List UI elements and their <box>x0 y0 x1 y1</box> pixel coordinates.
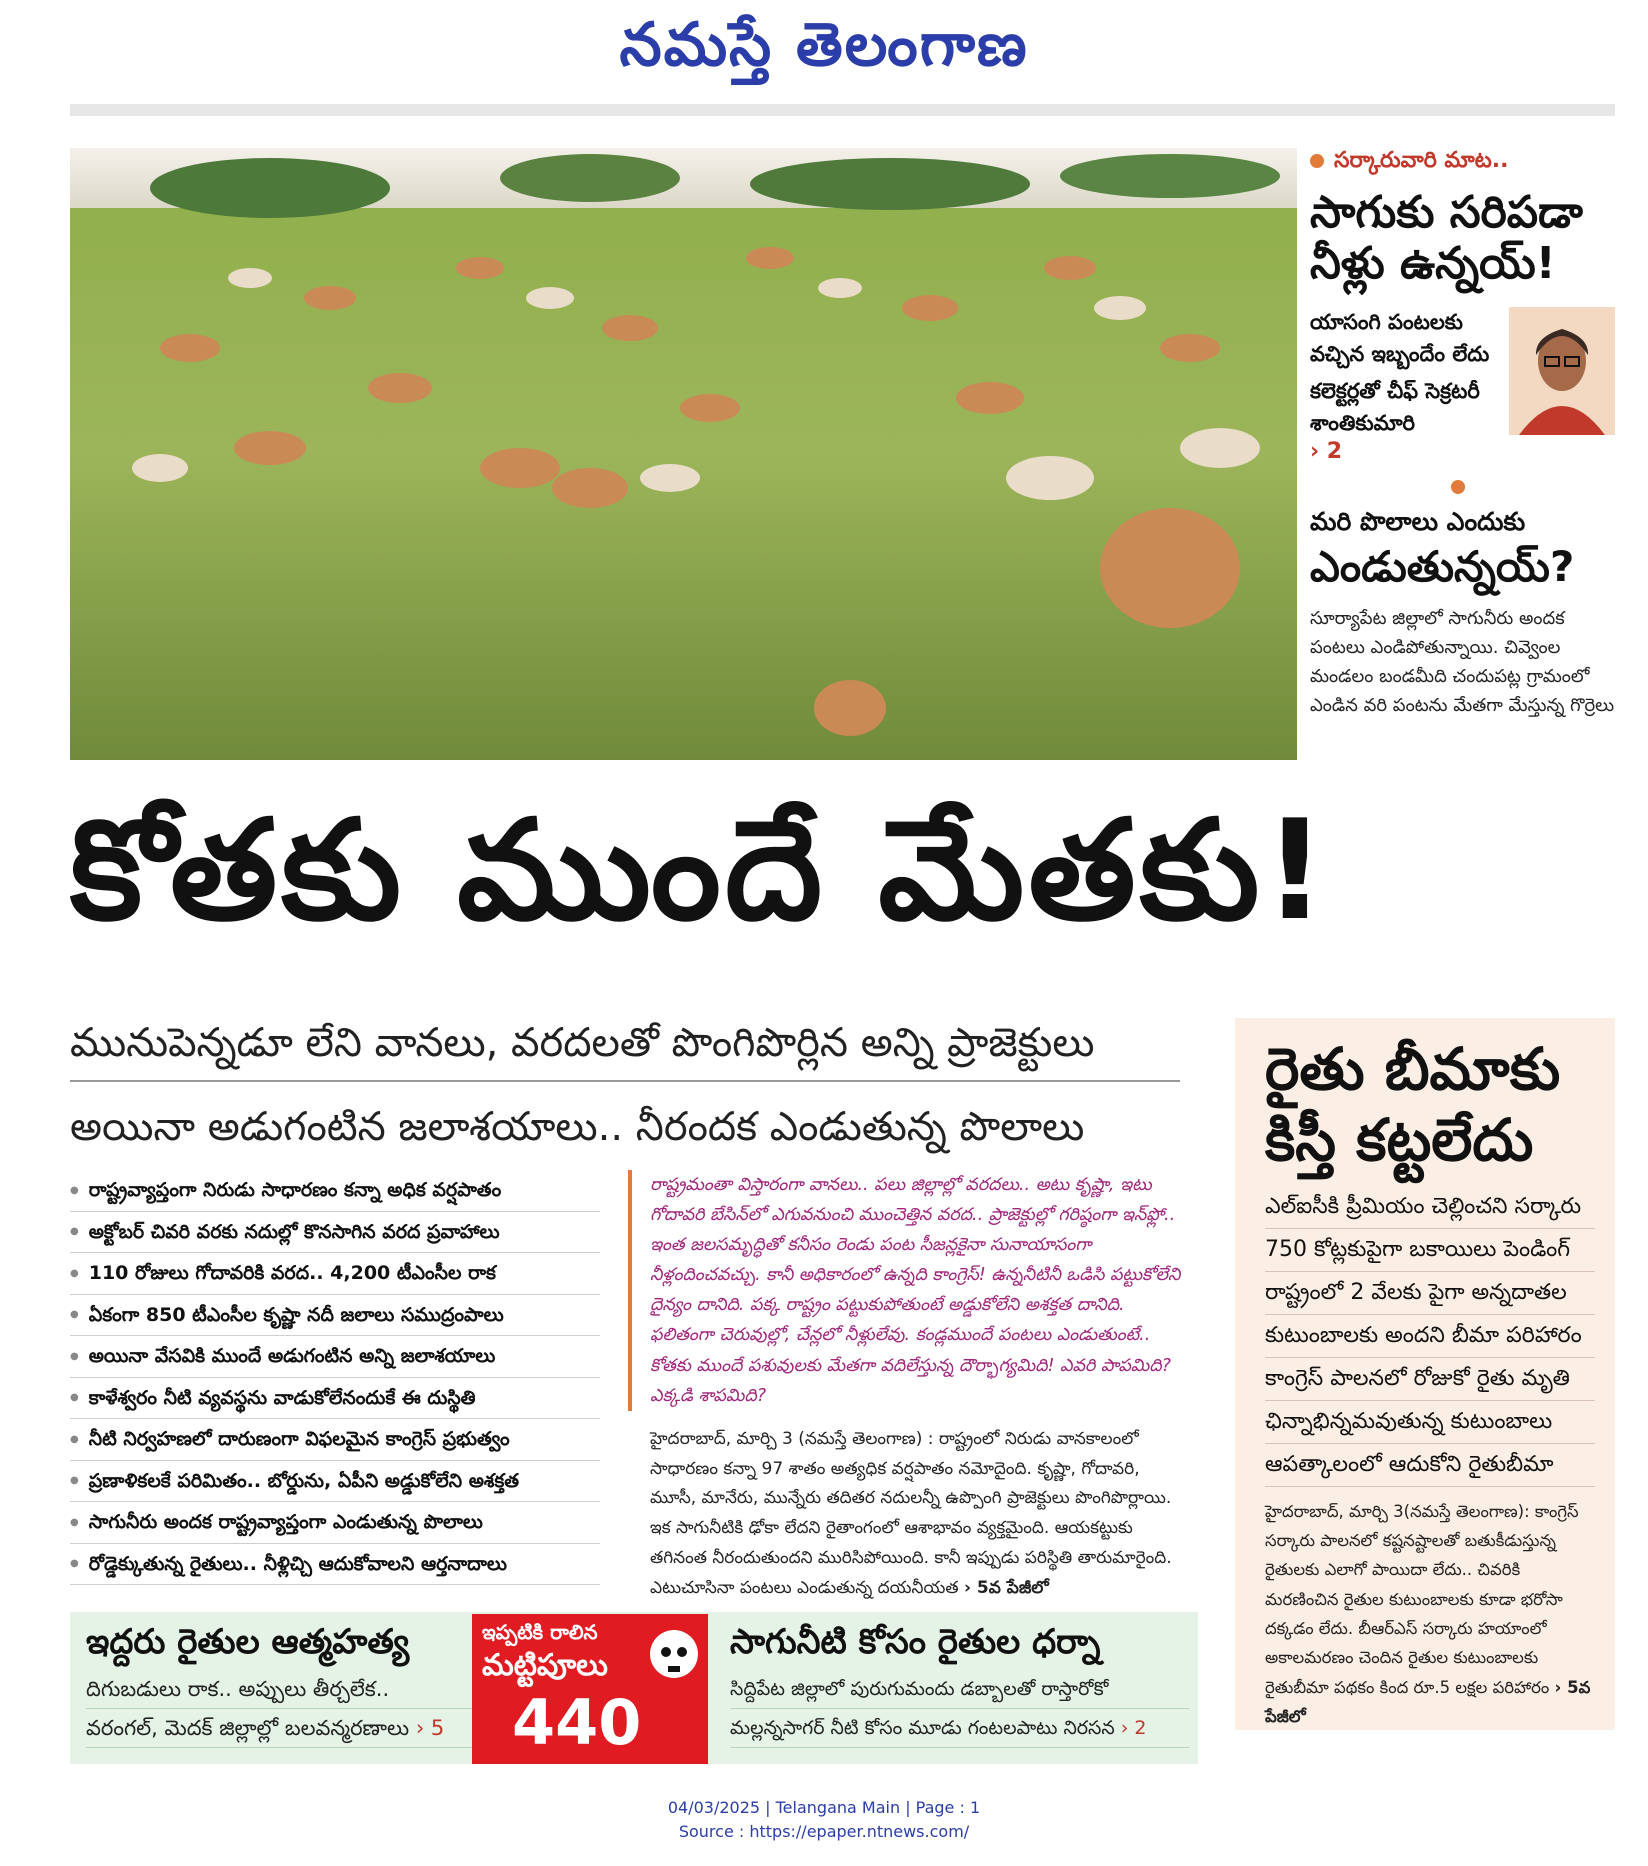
sidebar-sub-block <box>1310 307 1615 464</box>
strip-right-ref-number: 2 <box>1134 1717 1147 1739</box>
box-line: కుటుంబాలకు అందని బీమా పరిహారం <box>1265 1315 1595 1358</box>
box-continued-ref-text: 5వ పేజీలో <box>1265 1677 1591 1727</box>
deck-rule <box>70 1080 1180 1082</box>
strip-left-story <box>86 1622 476 1748</box>
strip-left-ref-number: 5 <box>430 1716 445 1740</box>
sidebar-kicker <box>1310 148 1615 178</box>
bullet-item: ● సాగునీరు అందక రాష్ట్రవ్యాప్తంగా ఎండుతున్న పొలాలు <box>70 1502 600 1544</box>
bullet-item: ● 110 రోజులు గోదావరికి వరద.. 4,200 టీఎంసీల రాక <box>70 1253 600 1295</box>
bullet-list <box>70 1170 600 1585</box>
continued-ref[interactable]: › 5వ పేజీలో <box>963 1577 1049 1598</box>
section-divider <box>1310 476 1615 495</box>
strip-left-line-2 <box>86 1709 476 1748</box>
strip-right-line-2-text: మల్లన్నసాగర్ నీటి కోసం మూడు గంటలపాటు నిరసన <box>730 1717 1115 1739</box>
strip-right-ref[interactable]: › 2 <box>1120 1717 1147 1739</box>
counter-label-1: ఇప్పటికి రాలిన <box>482 1620 598 1644</box>
rythu-bima-box <box>1235 1018 1615 1730</box>
article-body-text: హైదరాబాద్, మార్చి 3 (నమస్తే తెలంగాణ) : రాష్ట్రంలో నిరుడు వానకాలంలో సాధారణం కన్నా 97 శాతం అత్యధిక వర్షపాతం నమోదైంది. కృష్ణా, గోదావరి, మూసీ, మానేరు, మున్నేరు తదితర నదులన్నీ ఉప్పొంగి ప్రాజెక్టులు పొంగిపొర్లాయి. ఇక సాగునీటికి ఢోకా లేదని రైతాంగంలో ఆశాభావం వ్యక్తమైంది. ఆయకట్టుకు తగినంత నీరందుతుందని మురిసిపోయింది. కానీ ఇప్పుడు పరిస్థితి తారుమారైంది. ఎటుచూసినా పంటలు ఎండుతున్న దయనీయత <box>650 1428 1172 1598</box>
portrait-photo <box>1509 307 1615 435</box>
strip-right-story <box>730 1622 1190 1748</box>
sidebar-sub-2: కలెక్టర్లతో చీఫ్ సెక్రటరీ శాంతికుమారి <box>1310 379 1480 435</box>
sidebar-page-number: 2 <box>1326 439 1343 465</box>
bullet-item: ● నీటి నిర్వహణలో దారుణంగా విఫలమైన కాంగ్రెస్ ప్రభుత్వం <box>70 1419 600 1461</box>
counter-number: 440 <box>512 1686 642 1759</box>
strip-left-line-1: దిగుబడులు రాక.. అప్పులు తీర్చలేక.. <box>86 1670 476 1709</box>
top-rule <box>70 104 1615 116</box>
farmer-deaths-counter <box>472 1614 708 1764</box>
footer-source[interactable]: Source : https://epaper.ntnews.com/ <box>678 1822 970 1841</box>
box-line: కాంగ్రెస్ పాలనలో రోజుకో రైతు మృతి <box>1265 1358 1595 1401</box>
bullet-item: ● కాళేశ్వరం నీటి వ్యవస్థను వాడుకోలేనందుకే ఈ దుస్థితి <box>70 1378 600 1420</box>
sidebar-page-ref: › 2 <box>1310 439 1343 465</box>
box-line: ఛిన్నాభిన్నమవుతున్న కుటుంబాలు <box>1265 1401 1595 1444</box>
bullet-item: ● అయినా వేసవికి ముందే అడుగంటిన అన్ని జలాశయాలు <box>70 1336 600 1378</box>
bullet-item: ● రాష్ట్రవ్యాప్తంగా నిరుడు సాధారణం కన్నా అధిక వర్షపాతం <box>70 1170 600 1212</box>
sidebar-teaser <box>1310 148 1615 760</box>
box-line: రాష్ట్రంలో 2 వేలకు పైగా అన్నదాతల <box>1265 1272 1595 1315</box>
main-headline: కోతకు ముందే మేతకు! <box>70 790 1331 951</box>
deck-line-1: మునుపెన్నడూ లేని వానలు, వరదలతో పొంగిపొర్లిన అన్ని ప్రాజెక్టులు <box>70 1020 1095 1066</box>
divider-dot-icon <box>1451 480 1465 494</box>
box-line: ఎల్‌ఐసీకి ప్రీమియం చెల్లించని సర్కారు <box>1265 1186 1595 1229</box>
bullet-item: ● రోడ్డెక్కుతున్న రైతులు.. నీళ్లిచ్చి ఆదుకోవాలని ఆర్తనాదాలు <box>70 1544 600 1586</box>
box-continued-ref[interactable]: › 5వ పేజీలో <box>1265 1677 1591 1727</box>
box-headline: రైతు బీమాకు కిస్తీ కట్టలేదు <box>1265 1035 1561 1174</box>
strip-right-line-2 <box>730 1709 1190 1748</box>
strip-left-line-2-text: వరంగల్, మెదక్ జిల్లాల్లో బలవన్మరణాలు <box>86 1716 410 1740</box>
strip-right-headline: సాగునీటి కోసం రైతుల ధర్నా <box>730 1622 1101 1662</box>
strip-left-ref[interactable]: › 5 <box>415 1716 445 1740</box>
bullet-item: ● అక్టోబర్ చివరి వరకు నదుల్లో కొనసాగిన వరద ప్రవాహాలు <box>70 1212 600 1254</box>
sidebar-kicker-text: సర్కారువారి మాట.. <box>1334 148 1509 173</box>
box-line: ఆపత్కాలంలో ఆదుకోని రైతుబీమా <box>1265 1444 1595 1487</box>
photo-caption: సూర్యాపేట జిల్లాలో సాగునీరు అందక పంటలు ఎండిపోతున్నాయి. చివ్వెంల మండలం బండమీది చందుపట్ల గ్రామంలో ఎండిన వరి పంటను మేతగా మేస్తున్న గొర్రెలు <box>1310 608 1615 716</box>
photo-illustration <box>70 148 1297 760</box>
skull-flower-icon <box>644 1622 704 1692</box>
sidebar-question-big: ఎండుతున్నయ్? <box>1310 542 1575 592</box>
portrait-illustration <box>1509 307 1615 435</box>
box-body <box>1235 1487 1615 1732</box>
box-line: 750 కోట్లకుపైగా బకాయిలు పెండింగ్ <box>1265 1229 1595 1272</box>
lead-photo-goats-grazing <box>70 148 1297 760</box>
strip-right-line-1: సిద్దిపేట జిల్లాలో పురుగుమందు డబ్బాలతో రాస్తారోకో <box>730 1670 1190 1709</box>
bullet-item: ● ప్రణాళికలకే పరిమితం.. బోర్డును, ఏపీని అడ్డుకోలేని అశక్తత <box>70 1461 600 1503</box>
strip-left-headline: ఇద్దరు రైతుల ఆత్మహత్య <box>86 1622 410 1662</box>
bullet-dot-icon <box>1310 154 1324 168</box>
footer-page-info: 04/03/2025 | Telangana Main | Page : 1 <box>667 1798 981 1817</box>
counter-label-2: మట్టిపూలు <box>482 1648 608 1683</box>
article-body <box>628 1425 1188 1604</box>
article-column <box>628 1170 1188 1603</box>
sidebar-question-small: మరి పొలాలు ఎందుకు <box>1310 507 1526 537</box>
continued-ref-text: 5వ పేజీలో <box>976 1577 1049 1598</box>
pull-quote: రాష్ట్రమంతా విస్తారంగా వానలు.. పలు జిల్లాల్లో వరదలు.. అటు కృష్ణా, ఇటు గోదావరి బేసిన్‌లో ఎగువనుంచి ముంచెత్తిన వరద.. ప్రాజెక్టుల్లో గరిష్ఠంగా ఇన్‌ఫ్లో.. ఇంత జలసమృద్ధితో కనీసం రెండు పంట సీజన్లకైనా సునాయాసంగా నీళ్లందించవచ్చు. కానీ అధికారంలో ఉన్నది కాంగ్రెస్! ఉన్ననీటినీ ఒడిసి పట్టుకోలేని దైన్యం దానిది. పక్క రాష్ట్రం పట్టుకుపోతుంటే అడ్డుకోలేని అశక్తత దానిది. ఫలితంగా చెరువుల్లో, చేన్లలో నీళ్లులేవు. కండ్లముందే పంటలు ఎండుతుంటే.. కోతకు ముందే పశువులకు మేతగా వదిలేస్తున్న దౌర్భాగ్యమిది! ఎవరి పాపమిది? ఎక్కడి శాపమిది? <box>628 1170 1188 1411</box>
sidebar-sub-1: యాసంగి పంటలకు వచ్చిన ఇబ్బందేం లేదు <box>1310 310 1490 366</box>
deck-line-2: అయినా అడుగంటిన జలాశయాలు.. నీరందక ఎండుతున్న పొలాలు <box>70 1104 1085 1150</box>
bullet-item: ● ఏకంగా 850 టీఎంసీల కృష్ణా నదీ జలాలు సముద్రంపాలు <box>70 1295 600 1337</box>
sidebar-headline: సాగుకు సరిపడా నీళ్లు ఉన్నయ్! <box>1310 187 1583 289</box>
masthead-logo: నమస్తే తెలంగాణ <box>619 10 1029 80</box>
box-body-text: హైదరాబాద్, మార్చి 3(నమస్తే తెలంగాణ): కాంగ్రెస్ సర్కారు పాలనలో కష్టనష్టాలతో బతుకీడుస్తున్న రైతులకు ఎలాగో పాయిదా లేదు.. చివరికి మరణించిన రైతుల కుటుంబాలకు కూడా భరోసా దక్కడం లేదు. బీఆర్‌ఎస్ సర్కారు హయాంలో అకాలమరణం చెందిన రైతుల కుటుంబాలకు రైతుబీమా పథకం కింద రూ.5 లక్షల పరిహారం <box>1265 1501 1579 1697</box>
